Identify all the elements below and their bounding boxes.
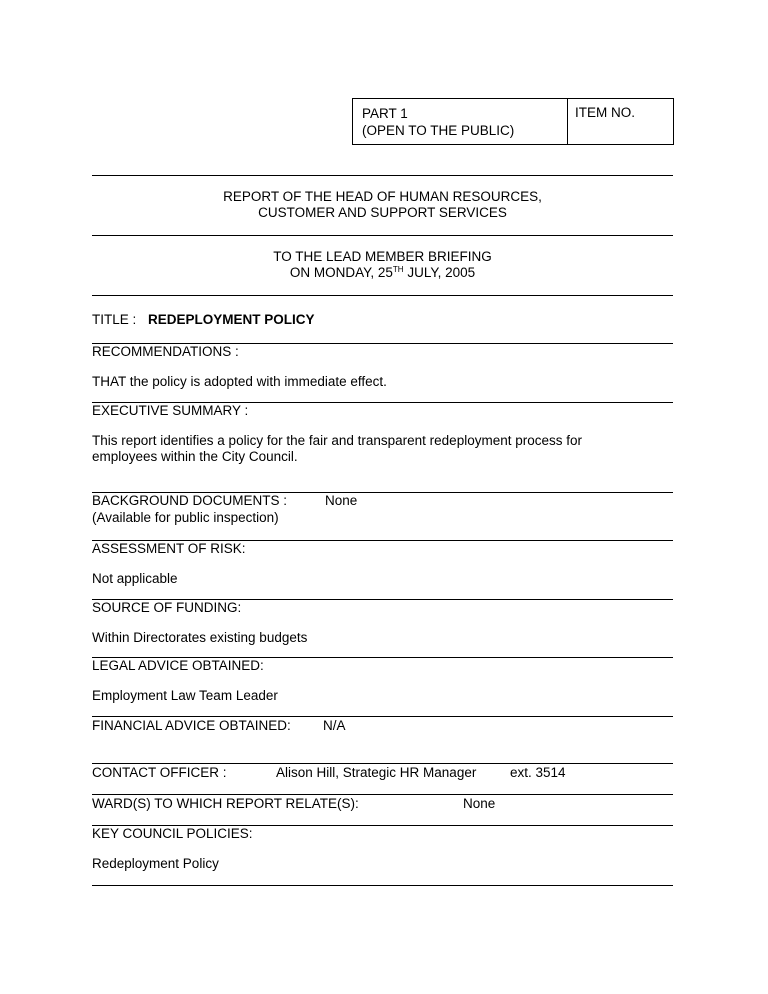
contact-officer-label: CONTACT OFFICER : [92,765,227,780]
source-of-funding-label: SOURCE OF FUNDING: [92,600,242,615]
background-documents-value: None [325,493,358,508]
divider [92,885,673,886]
header-box-divider [567,99,568,144]
to-date-ordinal: TH [392,265,404,274]
part-label [362,105,514,139]
item-no-label: ITEM NO. [575,105,635,120]
divider [92,175,673,176]
recommendations-label: RECOMMENDATIONS : [92,344,239,359]
header-box [352,98,674,145]
financial-advice-label: FINANCIAL ADVICE OBTAINED: [92,718,291,733]
divider [92,235,673,236]
contact-officer-name: Alison Hill, Strategic HR Manager [276,765,477,780]
report-of-heading [92,189,673,221]
background-documents-label: BACKGROUND DOCUMENTS : [92,493,288,508]
to-line1: TO THE LEAD MEMBER BRIEFING [273,249,492,264]
report-of-line2: CUSTOMER AND SUPPORT SERVICES [258,205,507,220]
executive-summary-text: This report identifies a policy for the fair and transparent redeployment process for employees within the City Council. [92,433,582,464]
part-number: PART 1 [362,106,408,121]
executive-summary-label: EXECUTIVE SUMMARY : [92,403,249,418]
to-heading [92,249,673,281]
key-policies-label: KEY COUNCIL POLICIES: [92,826,253,841]
open-to-public: (OPEN TO THE PUBLIC) [362,123,515,138]
assessment-of-risk-text: Not applicable [92,571,178,586]
financial-advice-value: N/A [323,718,346,733]
to-line2 [92,265,673,281]
report-of-line1: REPORT OF THE HEAD OF HUMAN RESOURCES, [223,189,542,204]
wards-value: None [463,796,496,811]
legal-advice-text: Employment Law Team Leader [92,688,278,703]
contact-officer-ext: ext. 3514 [510,765,566,780]
to-date-suffix: JULY, 2005 [403,265,476,280]
divider [92,716,673,717]
divider [92,794,673,795]
background-documents-sublabel: (Available for public inspection) [92,510,279,525]
title-label: TITLE : [92,312,137,327]
recommendations-text: THAT the policy is adopted with immediate effect. [92,374,387,389]
to-date-prefix: ON MONDAY, 25 [289,265,393,280]
divider [92,295,673,296]
divider [92,763,673,764]
legal-advice-label: LEGAL ADVICE OBTAINED: [92,658,264,673]
key-policies-text: Redeployment Policy [92,856,219,871]
assessment-of-risk-label: ASSESSMENT OF RISK: [92,541,246,556]
page-title: REDEPLOYMENT POLICY [148,312,315,327]
wards-label: WARD(S) TO WHICH REPORT RELATE(S): [92,796,359,811]
source-of-funding-text: Within Directorates existing budgets [92,630,308,645]
